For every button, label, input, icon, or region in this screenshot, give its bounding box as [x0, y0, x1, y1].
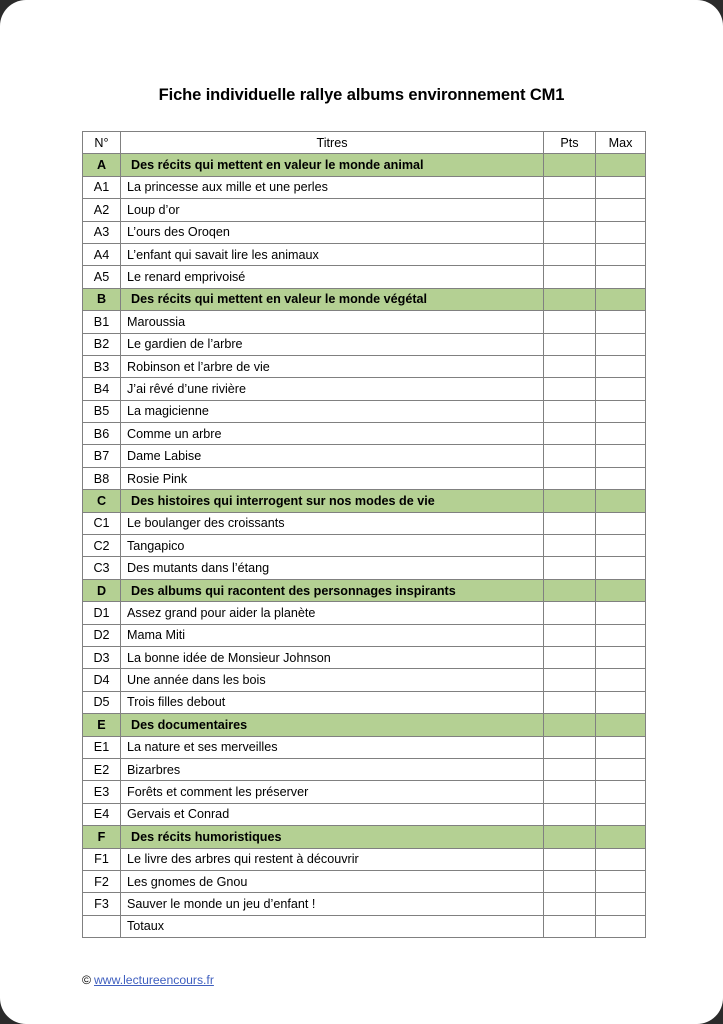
table-section-row: [83, 714, 646, 736]
cell-num: F2: [83, 870, 121, 892]
cell-pts[interactable]: [544, 669, 596, 691]
cell-title: Dame Labise: [121, 445, 544, 467]
table-section-row: [83, 490, 646, 512]
table-row: [83, 691, 646, 713]
cell-max[interactable]: [596, 490, 646, 512]
cell-pts[interactable]: [544, 714, 596, 736]
cell-title: J’ai rêvé d’une rivière: [121, 378, 544, 400]
cell-num: B4: [83, 378, 121, 400]
cell-title: Le renard emprivoisé: [121, 266, 544, 288]
table-row: [83, 199, 646, 221]
cell-max[interactable]: [596, 311, 646, 333]
cell-max[interactable]: [596, 243, 646, 265]
cell-pts[interactable]: [544, 243, 596, 265]
table-section-row: [83, 826, 646, 848]
cell-title: Comme un arbre: [121, 423, 544, 445]
cell-num: A3: [83, 221, 121, 243]
table-row: [83, 736, 646, 758]
cell-title: Tangapico: [121, 535, 544, 557]
cell-pts[interactable]: [544, 758, 596, 780]
table-row: [83, 669, 646, 691]
cell-max[interactable]: [596, 199, 646, 221]
cell-max[interactable]: [596, 579, 646, 601]
cell-pts[interactable]: [544, 646, 596, 668]
rallye-albums-table: [82, 131, 646, 938]
table-row: [83, 266, 646, 288]
table-header-row: [83, 132, 646, 154]
cell-pts[interactable]: [544, 602, 596, 624]
cell-pts[interactable]: [544, 535, 596, 557]
cell-pts[interactable]: [544, 557, 596, 579]
table-row: [83, 893, 646, 915]
cell-title: Assez grand pour aider la planète: [121, 602, 544, 624]
cell-max[interactable]: [596, 176, 646, 198]
cell-title: Des récits humoristiques: [121, 826, 544, 848]
cell-pts[interactable]: [544, 490, 596, 512]
table-row: [83, 311, 646, 333]
cell-title: La nature et ses merveilles: [121, 736, 544, 758]
column-header-pts: Pts: [544, 132, 596, 154]
column-header-num: N°: [83, 132, 121, 154]
cell-title: La magicienne: [121, 400, 544, 422]
cell-num: B2: [83, 333, 121, 355]
cell-pts[interactable]: [544, 467, 596, 489]
cell-max[interactable]: [596, 512, 646, 534]
table-row: [83, 221, 646, 243]
cell-pts[interactable]: [544, 579, 596, 601]
cell-max[interactable]: [596, 848, 646, 870]
table-row: [83, 535, 646, 557]
table-section-row: [83, 579, 646, 601]
cell-title: L’enfant qui savait lire les animaux: [121, 243, 544, 265]
cell-title: Sauver le monde un jeu d’enfant !: [121, 893, 544, 915]
cell-max[interactable]: [596, 378, 646, 400]
table-row: [83, 355, 646, 377]
cell-num: [83, 915, 121, 937]
footer: [82, 973, 214, 987]
cell-num: B8: [83, 467, 121, 489]
cell-max[interactable]: [596, 467, 646, 489]
cell-max[interactable]: [596, 221, 646, 243]
cell-num: F3: [83, 893, 121, 915]
cell-pts[interactable]: [544, 355, 596, 377]
cell-title: Forêts et comment les préserver: [121, 781, 544, 803]
table-row: [83, 333, 646, 355]
copyright-icon: ©: [82, 973, 91, 987]
cell-num: D5: [83, 691, 121, 713]
cell-title: L’ours des Oroqen: [121, 221, 544, 243]
cell-title: Le boulanger des croissants: [121, 512, 544, 534]
cell-max[interactable]: [596, 154, 646, 176]
page-title: Fiche individuelle rallye albums environnement CM1: [158, 86, 565, 104]
cell-pts[interactable]: [544, 781, 596, 803]
cell-title: Trois filles debout: [121, 691, 544, 713]
cell-pts[interactable]: [544, 848, 596, 870]
cell-max[interactable]: [596, 803, 646, 825]
cell-title: Mama Miti: [121, 624, 544, 646]
table-body: [83, 154, 646, 938]
table-row: [83, 870, 646, 892]
cell-num: C2: [83, 535, 121, 557]
cell-max[interactable]: [596, 624, 646, 646]
cell-title: Des récits qui mettent en valeur le monde végétal: [121, 288, 544, 310]
column-header-max: Max: [596, 132, 646, 154]
cell-pts[interactable]: [544, 512, 596, 534]
cell-title: Robinson et l’arbre de vie: [121, 355, 544, 377]
table-row: [83, 423, 646, 445]
cell-max[interactable]: [596, 557, 646, 579]
cell-pts[interactable]: [544, 445, 596, 467]
cell-max[interactable]: [596, 669, 646, 691]
cell-max[interactable]: [596, 870, 646, 892]
cell-pts[interactable]: [544, 803, 596, 825]
cell-title: La princesse aux mille et une perles: [121, 176, 544, 198]
cell-num: B1: [83, 311, 121, 333]
cell-num: F1: [83, 848, 121, 870]
cell-title: Des récits qui mettent en valeur le monde animal: [121, 154, 544, 176]
website-link[interactable]: www.lectureencours.fr: [93, 973, 214, 987]
cell-num: A1: [83, 176, 121, 198]
cell-max[interactable]: [596, 333, 646, 355]
cell-max[interactable]: [596, 758, 646, 780]
cell-num: A5: [83, 266, 121, 288]
cell-pts[interactable]: [544, 691, 596, 713]
table-section-row: [83, 288, 646, 310]
cell-pts[interactable]: [544, 266, 596, 288]
cell-pts[interactable]: [544, 826, 596, 848]
cell-pts[interactable]: [544, 870, 596, 892]
cell-title: Le gardien de l’arbre: [121, 333, 544, 355]
cell-title: Gervais et Conrad: [121, 803, 544, 825]
table-row: [83, 646, 646, 668]
table-header: [83, 132, 646, 154]
table-row: [83, 557, 646, 579]
cell-pts[interactable]: [544, 311, 596, 333]
cell-num: D1: [83, 602, 121, 624]
cell-max[interactable]: [596, 288, 646, 310]
cell-max[interactable]: [596, 400, 646, 422]
cell-num: B6: [83, 423, 121, 445]
cell-title: Des albums qui racontent des personnages inspirants: [121, 579, 544, 601]
cell-pts[interactable]: [544, 624, 596, 646]
table-totals-row: [83, 915, 646, 937]
cell-title: Les gnomes de Gnou: [121, 870, 544, 892]
table-row: [83, 602, 646, 624]
cell-max[interactable]: [596, 445, 646, 467]
cell-title: Des mutants dans l’étang: [121, 557, 544, 579]
cell-num: D2: [83, 624, 121, 646]
cell-title: Une année dans les bois: [121, 669, 544, 691]
cell-num: B5: [83, 400, 121, 422]
table-row: [83, 758, 646, 780]
table-row: [83, 400, 646, 422]
cell-pts[interactable]: [544, 333, 596, 355]
cell-title: Des documentaires: [121, 714, 544, 736]
table-row: [83, 803, 646, 825]
cell-max[interactable]: [596, 893, 646, 915]
cell-pts[interactable]: [544, 199, 596, 221]
cell-pts[interactable]: [544, 176, 596, 198]
cell-title: La bonne idée de Monsieur Johnson: [121, 646, 544, 668]
table-row: [83, 848, 646, 870]
cell-num: E4: [83, 803, 121, 825]
cell-title: Totaux: [121, 915, 544, 937]
cell-max[interactable]: [596, 691, 646, 713]
cell-title: Rosie Pink: [121, 467, 544, 489]
cell-num: D: [83, 579, 121, 601]
cell-pts[interactable]: [544, 423, 596, 445]
cell-num: B7: [83, 445, 121, 467]
cell-title: Maroussia: [121, 311, 544, 333]
table-row: [83, 512, 646, 534]
cell-num: E1: [83, 736, 121, 758]
cell-max[interactable]: [596, 781, 646, 803]
table-row: [83, 176, 646, 198]
cell-num: A2: [83, 199, 121, 221]
column-header-title: Titres: [121, 132, 544, 154]
cell-title: Des histoires qui interrogent sur nos modes de vie: [121, 490, 544, 512]
table-row: [83, 624, 646, 646]
cell-num: E2: [83, 758, 121, 780]
cell-num: D3: [83, 646, 121, 668]
cell-pts[interactable]: [544, 915, 596, 937]
cell-title: Le livre des arbres qui restent à découvrir: [121, 848, 544, 870]
cell-num: C: [83, 490, 121, 512]
cell-max[interactable]: [596, 714, 646, 736]
cell-max[interactable]: [596, 736, 646, 758]
cell-pts[interactable]: [544, 736, 596, 758]
cell-pts[interactable]: [544, 288, 596, 310]
cell-max[interactable]: [596, 915, 646, 937]
cell-pts[interactable]: [544, 378, 596, 400]
cell-pts[interactable]: [544, 154, 596, 176]
cell-title: Bizarbres: [121, 758, 544, 780]
table-row: [83, 243, 646, 265]
cell-pts[interactable]: [544, 221, 596, 243]
cell-num: A4: [83, 243, 121, 265]
cell-max[interactable]: [596, 535, 646, 557]
cell-title: Loup d’or: [121, 199, 544, 221]
cell-max[interactable]: [596, 646, 646, 668]
table-row: [83, 467, 646, 489]
cell-pts[interactable]: [544, 893, 596, 915]
table-row: [83, 378, 646, 400]
cell-max[interactable]: [596, 266, 646, 288]
table-section-row: [83, 154, 646, 176]
cell-pts[interactable]: [544, 400, 596, 422]
cell-num: B3: [83, 355, 121, 377]
cell-max[interactable]: [596, 602, 646, 624]
table-row: [83, 781, 646, 803]
cell-max[interactable]: [596, 826, 646, 848]
cell-num: C1: [83, 512, 121, 534]
cell-num: A: [83, 154, 121, 176]
cell-num: D4: [83, 669, 121, 691]
cell-num: E3: [83, 781, 121, 803]
cell-num: F: [83, 826, 121, 848]
cell-num: C3: [83, 557, 121, 579]
cell-num: E: [83, 714, 121, 736]
table-row: [83, 445, 646, 467]
cell-num: B: [83, 288, 121, 310]
cell-max[interactable]: [596, 423, 646, 445]
cell-max[interactable]: [596, 355, 646, 377]
